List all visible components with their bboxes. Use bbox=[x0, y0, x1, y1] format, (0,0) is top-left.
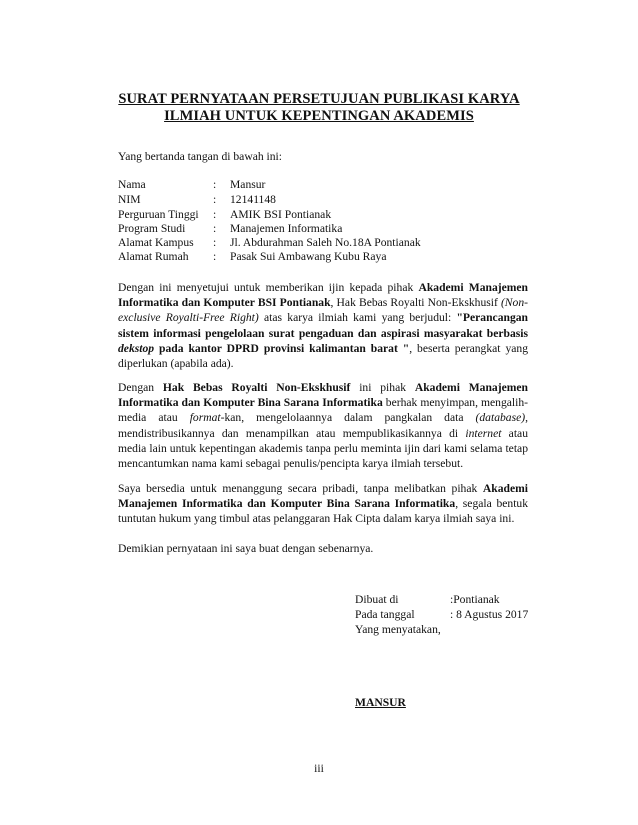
para2-text-i: , mendistribusikannya dan menampilkan atau mempublikasikannya di bbox=[118, 411, 529, 440]
paragraph-liability bbox=[118, 481, 528, 527]
para1-institution: Akademi Manajemen Informatika dan Komputer BSI Pontianak bbox=[118, 281, 529, 310]
intro-text: Yang bertanda tangan di bawah ini: bbox=[118, 150, 282, 163]
identity-value: 12141148 bbox=[230, 193, 276, 206]
identity-label: NIM bbox=[118, 193, 141, 206]
para1-thesis-title-b: pada kantor DPRD provinsi kalimantan barat " bbox=[154, 341, 410, 355]
closing-text: Demikian pernyataan ini saya buat dengan sebenarnya. bbox=[118, 542, 374, 555]
para2-database: (database) bbox=[475, 411, 526, 425]
place-label: Dibuat di bbox=[355, 593, 399, 606]
para1-license-note: (Non-exclusive Royalti-Free Right) bbox=[118, 296, 528, 325]
para3-text-a: Saya bersedia untuk menanggung secara pribadi, tanpa melibatkan pihak bbox=[118, 482, 483, 495]
date-label: Pada tanggal bbox=[355, 608, 415, 621]
stating-text: Yang menyatakan, bbox=[355, 623, 441, 636]
identity-label: Nama bbox=[118, 178, 146, 191]
para2-text-k: atau media lain untuk kepentingan akademis tanpa perlu meminta ijin dari kami selama tetap mencantumkan nama kami sebagai penulis/pencipta karya ilmiah tersebut. bbox=[118, 426, 528, 471]
identity-value: Pasak Sui Ambawang Kubu Raya bbox=[230, 250, 387, 263]
identity-value: Jl. Abdurahman Saleh No.18A Pontianak bbox=[230, 236, 421, 249]
para2-institution: Akademi Manajemen Informatika dan Komputer Bina Sarana Informatika bbox=[118, 381, 528, 410]
identity-label: Program Studi bbox=[118, 222, 186, 235]
document-title-line-1: SURAT PERNYATAAN PERSETUJUAN PUBLIKASI KARYA bbox=[118, 91, 520, 107]
identity-separator: : bbox=[213, 222, 217, 235]
para2-internet: internet bbox=[465, 426, 502, 440]
date-value: : 8 Agustus 2017 bbox=[450, 608, 529, 621]
para2-text-e: berhak menyimpan, mengalih-media atau bbox=[118, 396, 528, 425]
para1-text-i: , beserta perangkat yang diperlukan (apabila ada). bbox=[118, 341, 528, 371]
para1-thesis-title-italic: dekstop bbox=[118, 341, 155, 355]
para2-text-c: ini pihak bbox=[350, 381, 415, 394]
para3-institution: Akademi Manajemen Informatika dan Komputer Bina Sarana Informatika bbox=[118, 482, 528, 511]
document-title-line-2: ILMIAH UNTUK KEPENTINGAN AKADEMIS bbox=[164, 108, 474, 124]
para2-text-a: Dengan bbox=[118, 381, 163, 394]
signer-name: MANSUR bbox=[355, 696, 406, 709]
identity-separator: : bbox=[213, 236, 217, 249]
paragraph-consent bbox=[118, 280, 528, 371]
para1-text-a: Dengan ini menyetujui untuk memberikan ijin kepada pihak bbox=[118, 281, 419, 294]
identity-separator: : bbox=[213, 178, 217, 191]
paragraph-rights bbox=[118, 380, 528, 471]
identity-value: Mansur bbox=[230, 178, 266, 191]
identity-separator: : bbox=[213, 193, 217, 206]
para2-format: format bbox=[189, 411, 221, 425]
identity-separator: : bbox=[213, 250, 217, 263]
identity-value: AMIK BSI Pontianak bbox=[230, 208, 332, 221]
identity-label: Alamat Kampus bbox=[118, 236, 194, 249]
para2-license: Hak Bebas Royalti Non-Ekskhusif bbox=[162, 381, 351, 394]
para2-text-g: -kan, mengelolaannya dalam pangkalan data bbox=[220, 411, 476, 425]
para1-text-c: , Hak Bebas Royalti Non-Ekskhusif bbox=[330, 296, 501, 310]
para1-text-e: atas karya ilmiah kami yang berjudul: bbox=[258, 311, 457, 325]
identity-label: Alamat Rumah bbox=[118, 250, 189, 263]
identity-label: Perguruan Tinggi bbox=[118, 208, 199, 221]
place-value: :Pontianak bbox=[450, 593, 500, 606]
identity-separator: : bbox=[213, 208, 217, 221]
identity-value: Manajemen Informatika bbox=[230, 222, 343, 235]
page-number: iii bbox=[314, 762, 324, 775]
para3-text-c: , segala bentuk tuntutan hukum yang timbul atas pelanggaran Hak Cipta dalam karya ilmiah saya ini. bbox=[118, 497, 529, 526]
para1-thesis-title-a: "Perancangan sistem informasi pengelolaan surat pengaduan dan aspirasi masyarakat berbasis bbox=[118, 311, 528, 340]
